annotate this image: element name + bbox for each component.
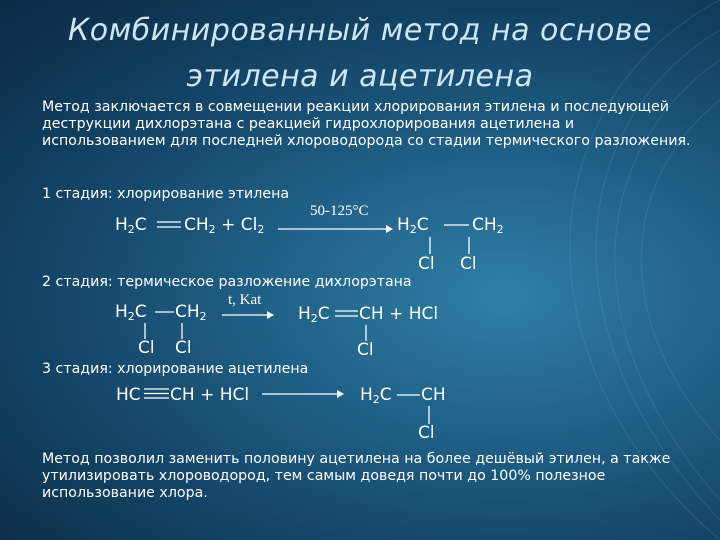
r1-h: H	[115, 215, 128, 235]
p1-cl-left: Cl	[418, 254, 435, 274]
slide-title: Комбинированный метод на основе этилена и ацетилена	[68, 13, 652, 94]
r1-c: C	[134, 215, 147, 235]
reaction-arrow	[222, 311, 274, 321]
r2-ch: CH	[175, 302, 200, 322]
p1-ch: CH	[472, 215, 497, 235]
p1-h: H	[397, 215, 410, 235]
r2-h: H	[115, 302, 128, 322]
r1-cl: Cl	[240, 215, 258, 235]
p2-h: H	[298, 304, 311, 324]
stage-1-heading: 1 стадия: хлорирование этилена	[42, 186, 290, 202]
p3-ch: CH	[421, 385, 446, 405]
p2-c: C	[317, 304, 330, 324]
vertical-bonds	[425, 236, 475, 256]
double-bond	[155, 218, 185, 230]
p3-sub: 2	[372, 393, 380, 406]
r2-sub: 2	[199, 310, 207, 323]
reaction-1-condition: 50-125°C	[310, 203, 369, 219]
r3-hcl: HCl	[219, 385, 250, 405]
p2-hcl: HCl	[408, 304, 439, 324]
stage-3-heading: 3 стадия: хлорирование ацетилена	[42, 361, 309, 377]
r1-sub: 2	[257, 223, 265, 236]
triple-bond	[143, 385, 171, 401]
double-bond	[334, 307, 360, 319]
r2-sub: 2	[127, 310, 135, 323]
intro-paragraph: Метод заключается в совмещении реакции хлорирования этилена и последующей деструкции дихлорэтана с реакцией гидрохлорирования ацетилена и использованием для последней хлороводорода со стадии термического разложения.	[42, 99, 691, 149]
stage-2-heading: 2 стадия: термическое разложение дихлорэтана	[42, 274, 412, 290]
p2-sub: 2	[310, 312, 318, 325]
r1-sub: 2	[127, 223, 135, 236]
r3-plus: +	[200, 385, 215, 405]
p1-sub: 2	[409, 223, 417, 236]
r1-sub: 2	[208, 223, 216, 236]
p1-cl-right: Cl	[460, 254, 477, 274]
reaction-arrow	[262, 390, 344, 400]
p1-sub: 2	[496, 223, 504, 236]
r2-cl-left: Cl	[138, 338, 155, 358]
p3-cl: Cl	[418, 423, 435, 443]
reaction-2-condition: t, Kat	[228, 292, 262, 308]
r1-ch: CH	[184, 215, 209, 235]
p3-h: H	[360, 385, 373, 405]
r3-hc: HC	[116, 385, 141, 405]
p2-cl: Cl	[357, 340, 374, 360]
conclusion-paragraph: Метод позволил заменить половину ацетилена на более дешёвый этилен, а также утилизировать хлороводород, тем самым доведя почти до 100% полезное использование хлора.	[42, 451, 671, 501]
r2-cl-right: Cl	[175, 338, 192, 358]
p3-c: C	[379, 385, 392, 405]
p1-c: C	[416, 215, 429, 235]
r1-plus: +	[221, 215, 236, 235]
p2-ch: CH	[359, 304, 384, 324]
single-bond	[396, 392, 422, 398]
single-bond	[154, 309, 176, 315]
r3-ch: CH	[170, 385, 195, 405]
r2-c: C	[134, 302, 147, 322]
p2-plus: +	[389, 304, 404, 324]
reaction-arrow	[278, 225, 393, 235]
single-bond	[443, 222, 471, 228]
